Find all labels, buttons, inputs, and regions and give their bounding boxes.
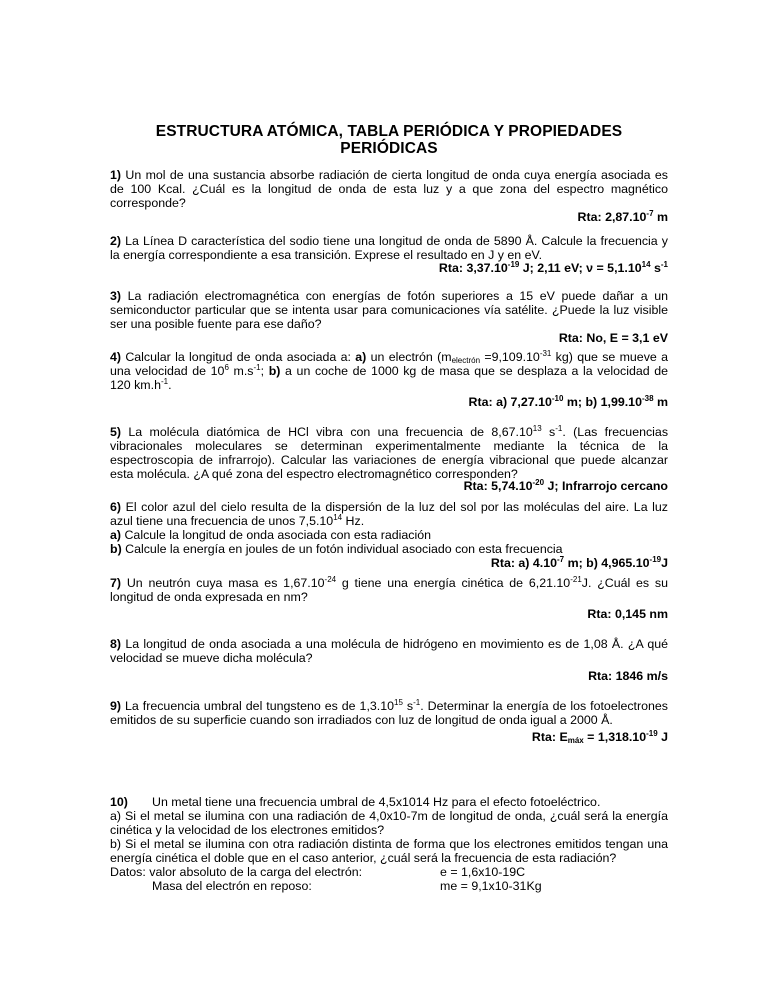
question-number: 6) — [110, 500, 122, 514]
question-number: 7) — [110, 576, 122, 590]
subquestion-a: a) Si el metal se ilumina con una radiación de 4,0x10-7m de longitud de onda, ¿cuál será la energía cinética y la velocidad de los electrones emitidos? — [110, 809, 668, 837]
answer: Rta: a) $7,27.10^{-10}$ m; b) $1,99.10^{-38}$ m — [468, 394, 668, 409]
answer: Rta: $5,74.10^{-20}$ J; Infrarrojo cercano — [463, 478, 668, 493]
question-number: 2) — [110, 234, 122, 248]
question-3 — [110, 289, 668, 346]
question-text: 4) Calcular la longitud de onda asociada a: a) un electrón ($m_{electrón} =9,109.10^{-31}$ kg) que se mueve a una velocidad de $10^6$ $m.s^{-1}$; b) a un coche de 1000 kg de masa que se desplaza a la velocidad de 120 $km.h^{-1}$. — [110, 349, 669, 392]
question-number: 8) — [110, 637, 122, 651]
question-text: 7) Un neutrón cuya masa es $1,67.10^{-24}$ g tiene una energía cinética de $6,21.10^{-21}J$. ¿Cuál es su longitud de onda expresada en nm? — [110, 575, 668, 604]
question-2 — [110, 234, 668, 276]
answer: Rta: $E_{máx} = 1,318.10^{-19}$ J — [531, 729, 668, 745]
question-text: 9) La frecuencia umbral del tungsteno es de 1,3.10$^{15}$ $s^{-1}$. Determinar la energía de los fotoelectrones emitidos de su superficie cuando son irradiados con luz de longitud de onda igual a 2000 Å. — [110, 698, 668, 727]
question-number: 9) — [110, 699, 122, 713]
question-6 — [110, 500, 668, 571]
question-text: 3) La radiación electromagnética con energías de fotón superiores a 15 eV puede dañar a un semiconductor particular que se intenta usar para comunicaciones vía satélite. ¿Puede la luz visible ser una posible fuente para ese daño? — [110, 289, 668, 331]
question-4 — [110, 350, 668, 410]
answer: Rta: 1846 m/s — [588, 669, 668, 683]
question-1 — [110, 168, 668, 225]
subquestion-b: b) Calcule la energía en joules de un fotón individual asociado con esta frecuencia — [110, 542, 563, 556]
answer: Rta: 0,145 nm — [587, 607, 668, 621]
question-9 — [110, 699, 668, 745]
question-text: 1) Un mol de una sustancia absorbe radiación de cierta longitud de onda cuya energía asociada es de 100 Kcal. ¿Cuál es la longitud de onda de esta luz y a que zona del espectro magnético corresponde? — [110, 168, 668, 210]
question-number: 10) — [110, 795, 128, 809]
answer: Rta: a) $4.10^{-7}$ m; b) $4,965.10^{-19}J$ — [490, 555, 668, 570]
question-text: 10) Un metal tiene una frecuencia umbral de 4,5x1014 Hz para el efecto fotoeléctrico. — [110, 795, 601, 809]
data-row-charge: Datos: valor absoluto de la carga del electrón: e = 1,6x10-19C — [110, 865, 526, 879]
question-7 — [110, 576, 668, 622]
question-10 — [110, 795, 668, 893]
question-5 — [110, 425, 668, 494]
data-row-mass: Masa del electrón en reposo: me = 9,1x10-31Kg — [152, 879, 542, 893]
answer: Rta: No, E = 3,1 eV — [558, 331, 668, 345]
answer: Rta: $3,37.10^{-19}$ J; 2,11 eV; $\nu = 5,1.10^{14}$ $s^{-1}$ — [438, 260, 668, 275]
question-number: 5) — [110, 425, 122, 439]
question-text: 5) La molécula diatómica de HCl vibra con una frecuencia de 8,67.10$^{13}$ $s^{-1}$. (Las frecuencias vibracionales moleculares se determinan experimentalmente mediante la técnica de la espectroscopia de infrarrojo). Calcular las variaciones de energía vibracional que puede alcanzar esta molécula. ¿A qué zona del espectro electromagnético corresponden? — [110, 424, 669, 481]
question-number: 1) — [110, 168, 122, 182]
answer: Rta: $2,87.10^{-7}$ m — [577, 209, 668, 224]
page-title — [110, 123, 668, 157]
question-text: 8) La longitud de onda asociada a una molécula de hidrógeno en movimiento es de 1,08 Å. ¿A qué velocidad se mueve dicha molécula? — [110, 637, 668, 665]
question-number: 4) — [110, 350, 122, 364]
title-line-2: PERIÓDICAS — [340, 140, 438, 157]
subquestion-a: a) Calcule la longitud de onda asociada con esta radiación — [110, 528, 432, 542]
question-number: 3) — [110, 289, 122, 303]
question-text: 6) El color azul del cielo resulta de la dispersión de la luz del sol por las moléculas del aire. La luz azul tiene una frecuencia de unos 7,5.10$^{14}$ Hz. — [110, 500, 668, 528]
title-line-1: ESTRUCTURA ATÓMICA, TABLA PERIÓDICA Y PROPIEDADES — [155, 123, 623, 140]
question-text: 2) La Línea D característica del sodio tiene una longitud de onda de 5890 Å. Calcule la frecuencia y la energía correspondiente a esa transición. Exprese el resultado en J y en eV. — [110, 234, 668, 262]
subquestion-b: b) Si el metal se ilumina con otra radiación distinta de forma que los electrones emitidos tengan una energía cinética el doble que en el caso anterior, ¿cuál será la frecuencia de esta radiación? — [110, 837, 668, 865]
question-8 — [110, 637, 668, 684]
